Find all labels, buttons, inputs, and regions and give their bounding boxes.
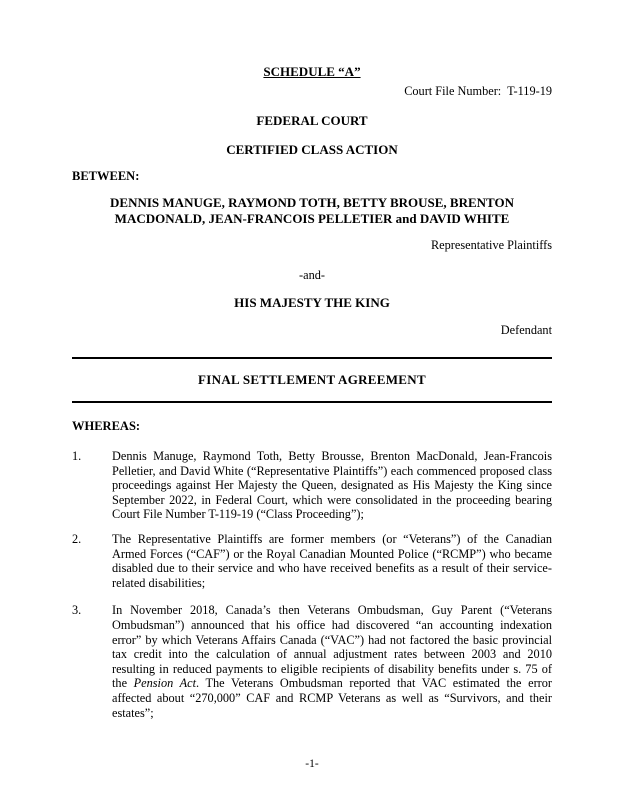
recital-item-1 (72, 449, 552, 522)
court-name: FEDERAL COURT (256, 113, 368, 128)
defendant-name: HIS MAJESTY THE KING (234, 295, 390, 310)
recital-number: 3. (72, 603, 82, 618)
agreement-title: FINAL SETTLEMENT AGREEMENT (198, 372, 426, 387)
whereas-label: WHEREAS: (72, 419, 141, 433)
recital-number: 1. (72, 449, 82, 463)
horizontal-rule-bottom (72, 401, 552, 403)
recital-item-2 (72, 532, 552, 590)
schedule-title: SCHEDULE “A” (263, 64, 361, 79)
recital-item-3 (72, 603, 552, 720)
recital-text: Dennis Manuge, Raymond Toth, Betty Brousse, Brenton MacDonald, Jean-Francois Pelletier, and David White (“Representative Plaintiffs”) each commenced proposed class proceedings against Her Majesty the Queen, designated as His Majesty the King since September 2022, in Federal Court, which were consolidated in the proceeding bearing Court File Number T-119-19 (“Class Proceeding”); (112, 449, 552, 522)
plaintiffs-role: Representative Plaintiffs (430, 238, 552, 252)
recital-text: The Representative Plaintiffs are former members (or “Veterans”) of the Canadian Armed Forces (“CAF”) or the Royal Canadian Mounted Police (“RCMP”) who became disabled due to their service and who have received benefits as a result of their service-related disabilities; (112, 531, 552, 590)
recital-text-part1: In November 2018, Canada’s then Veterans Ombudsman, Guy Parent (“Veterans Ombudsman”) announced that his office had discovered “an accounting indexation error” by which Veterans Affairs Canada (“VAC”) had not factored the basic provincial tax credit into the calculation of annual adjustment rates between 2003 and 2010 resulting in reduced payments to eligible recipients of disability benefits under s. 75 of the (112, 603, 552, 691)
recital-text (112, 603, 552, 720)
horizontal-rule-top (72, 357, 552, 359)
court-file-number: Court File Number: T-119-19 (404, 84, 552, 98)
between-label: BETWEEN: (72, 169, 140, 183)
page-number: -1- (305, 758, 319, 770)
and-separator: -and- (299, 268, 325, 282)
recital-text-italic: Pension Act (133, 676, 197, 691)
plaintiffs-names: DENNIS MANUGE, RAYMOND TOTH, BETTY BROUSE, BRENTON MACDONALD, JEAN-FRANCOIS PELLETIER and DAVID WHITE (110, 195, 514, 226)
defendant-role: Defendant (500, 323, 552, 337)
proceeding-type: CERTIFIED CLASS ACTION (226, 142, 398, 157)
recital-text-part2: . The Veterans Ombudsman reported that VAC estimated the error affected about “270,000” CAF and RCMP Veterans as well as “Survivors, and their estates”; (112, 676, 552, 720)
recital-number: 2. (72, 531, 82, 546)
